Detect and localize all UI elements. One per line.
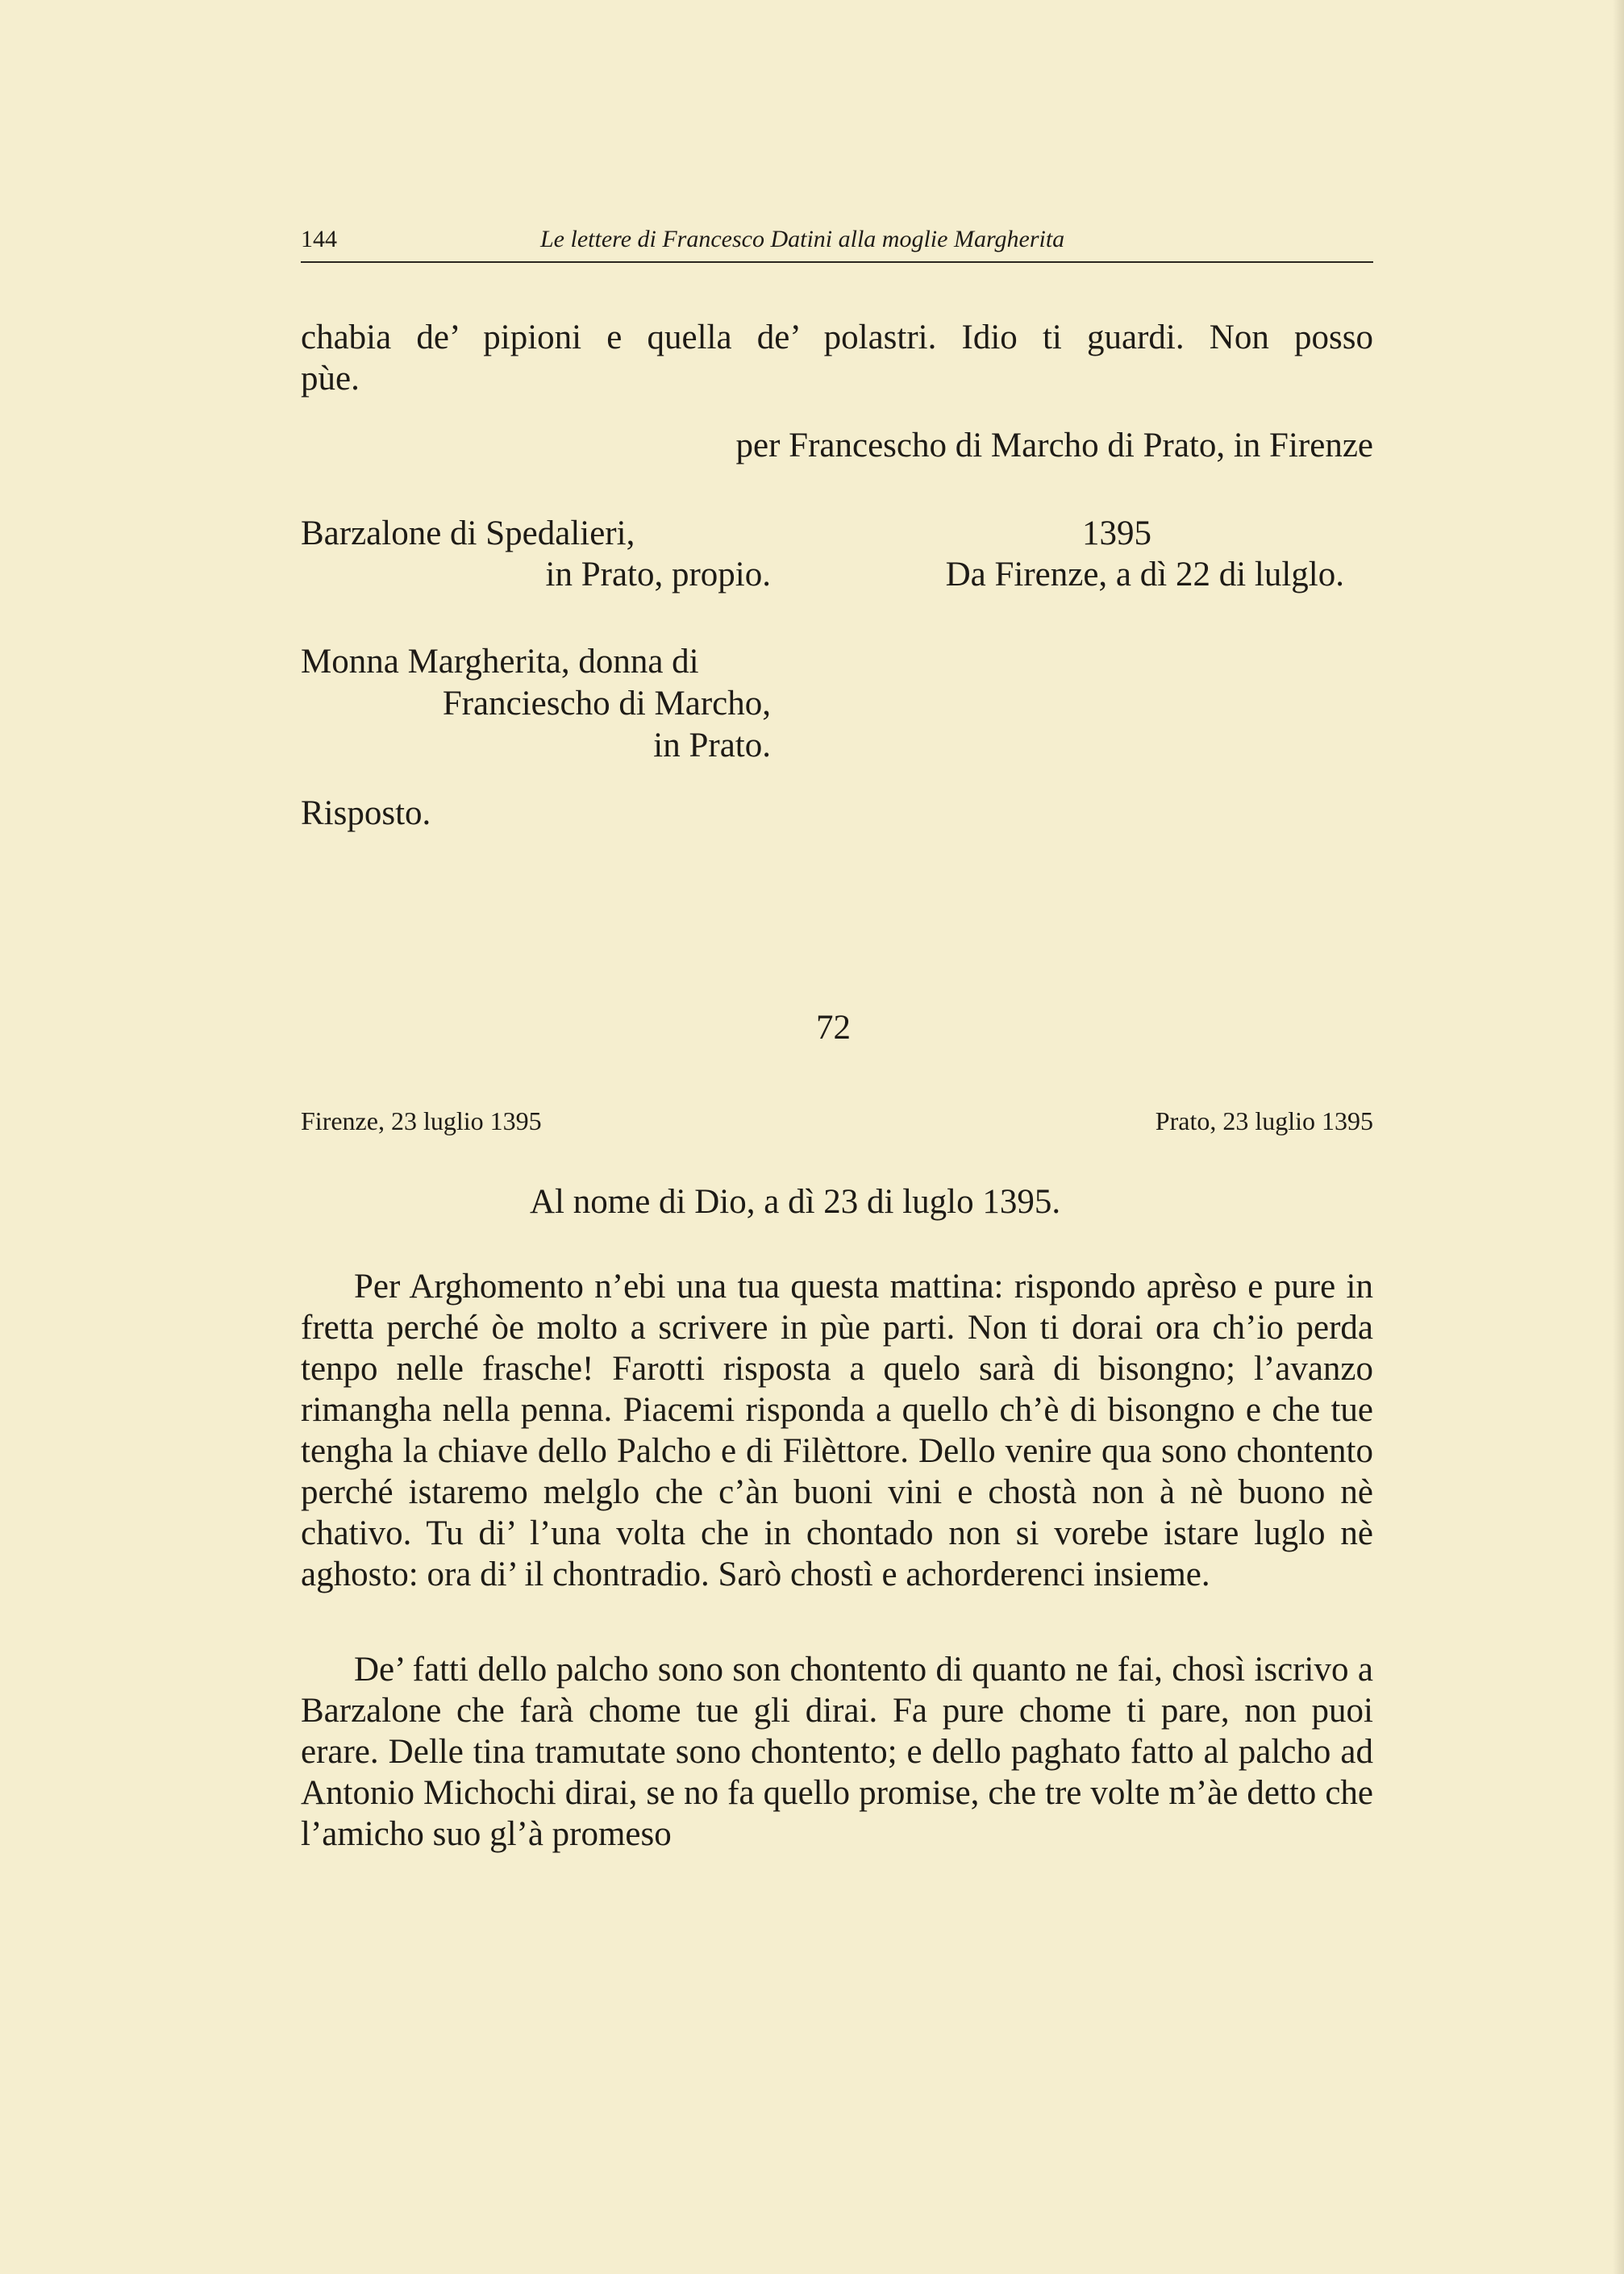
running-title: Le lettere di Francesco Datini alla moglie Margherita <box>540 226 1065 252</box>
annotation-year: 1395 <box>1082 514 1151 552</box>
running-header <box>301 218 1373 263</box>
address-line: Franciescho di Marcho, <box>442 685 771 723</box>
paragraph-text: Per Arghomento n’ebi una tua questa mattina: rispondo aprèso e pure in fretta perché òe molto a scrivere in pùe parti. Non ti dorai ora ch’io perda tenpo nelle frasche! Farotti risposta a quelo sarà di bisongno; l’avanzo rimangha nella penna. Piacemi risponda a quello ch’è di bisongno e che tue tengha la chiave dello Palcho e di Filèttore. Dello venire qua sono chontento perché istaremo melglo che c’àn buoni vini e chostà non à nè buono nè chativo. Tu di’ l’una volta che in chontado non si vorebe istare luglo nè aghosto: ora di’ il chontradio. Sarò chostì e achorderenci insieme. <box>301 1268 1373 1593</box>
letter-destination-date: Prato, 23 luglio 1395 <box>1155 1106 1373 1135</box>
letter-paragraph <box>301 1266 1373 1595</box>
annotation-recipient-place: in Prato, propio. <box>545 556 771 593</box>
letter-origin-date: Firenze, 23 luglio 1395 <box>301 1106 542 1135</box>
annotation-date: Da Firenze, a dì 22 di lulglo. <box>945 556 1344 593</box>
page-edge-shadow <box>1613 0 1624 2274</box>
reply-note: Risposto. <box>301 794 431 832</box>
paragraph-text: De’ fatti dello palcho sono son chontento di quanto ne fai, chosì iscrivo a Barzalone che farà chome tue gli dirai. Fa pure chome ti pare, non puoi erare. Delle tina tramutate sono chontento; e dello paghato fatto al palcho ad Antonio Michochi dirai, se no fa quello promise, che tre volte m’àe detto che l’amicho suo gl’à promeso <box>301 1651 1373 1853</box>
letter-paragraph <box>301 1649 1373 1855</box>
letter-opening: Al nome di Dio, a dì 23 di luglo 1395. <box>530 1183 1061 1221</box>
letter-number: 72 <box>816 1009 851 1047</box>
annotation-recipient: Barzalone di Spedalieri, <box>301 514 635 552</box>
address-line: Monna Margherita, donna di <box>301 643 699 681</box>
letter-text-line: pùe. <box>301 360 360 398</box>
address-line: in Prato. <box>653 727 771 764</box>
page-number: 144 <box>301 226 337 252</box>
letter-text-line: chabia de’ pipioni e quella de’ polastri. Idio ti guardi. Non posso <box>301 319 1373 356</box>
signature-line: per Francescho di Marcho di Prato, in Firenze <box>735 427 1373 464</box>
